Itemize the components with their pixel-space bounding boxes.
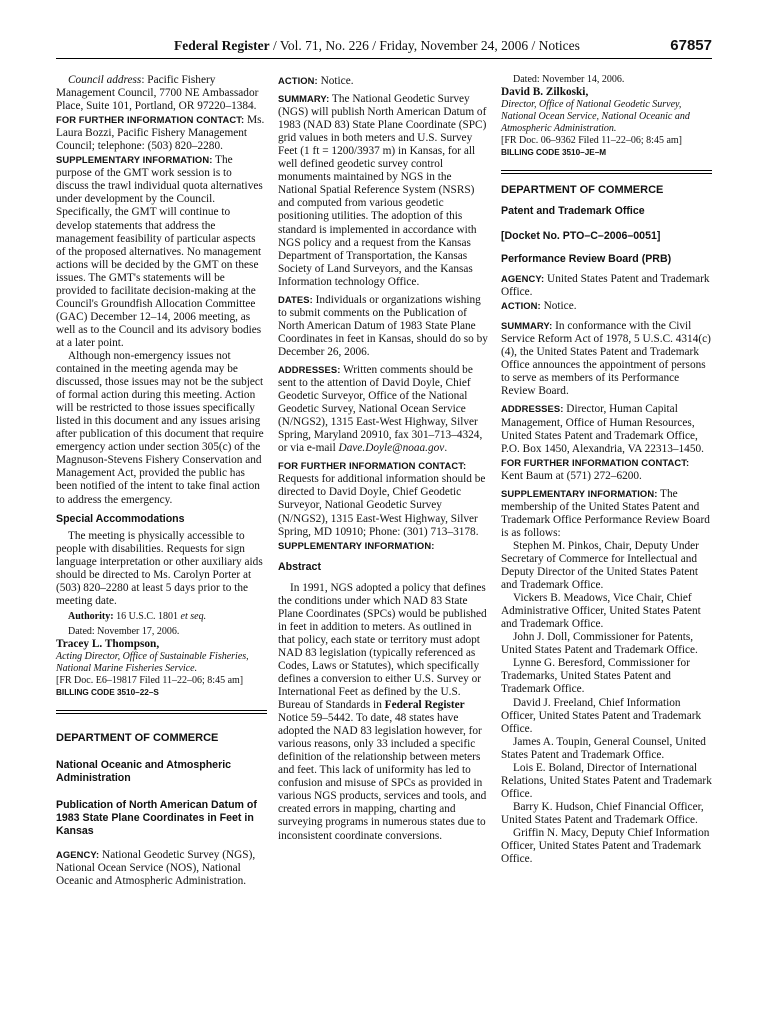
signer-name: David B. Zilkoski,: [501, 86, 589, 98]
board-member: James A. Toupin, General Counsel, United States Patent and Trademark Office.: [501, 735, 706, 761]
council-address: Council address: Pacific Fishery Management Council, 7700 NE Ambassador Place, Suite 101, Portland, OR 97220–1384.: [56, 74, 259, 113]
addresses: ADDRESSES: Written comments should be sent to the attention of David Doyle, Chief Geodetic Surveyor, Office of the National Geodetic Survey, National Ocean Service (N/NGS2), 1315 East-West Highway, Silver Spring, Maryland 20910, fax 301–713–4324, or via e-mail Dave.Doyle@noaa.gov.: [278, 363, 483, 455]
header-rule: [56, 58, 712, 59]
further-info-contact: FOR FURTHER INFORMATION CONTACT:: [278, 460, 467, 472]
action-line: ACTION: Notice.: [501, 300, 577, 313]
signer-name: Tracey L. Thompson,: [56, 637, 160, 650]
board-member: Lynne G. Beresford, Commissioner for Trademarks, United States Patent and Trademark Office.: [501, 657, 690, 696]
department-heading: DEPARTMENT OF COMMERCE: [56, 731, 219, 744]
paragraph-emergency: Although non-emergency issues not contained in the meeting agenda may be discussed, those issues may not be the subject of formal action during this meeting. Action will be restricted to those issues specifically listed in this document and any issues arising after publication of this document that require emergency action under section 305(c) of the Magnuson-Stevens Fishery Conservation and Management Act, provided the public has been notified of the intent to take final action to address the emergency.: [56, 349, 264, 506]
department-heading: DEPARTMENT OF COMMERCE: [501, 184, 664, 197]
further-info-contact: FOR FURTHER INFORMATION CONTACT: Ms. Laura Bozzi, Pacific Fishery Management Council; telephone: (503) 820–2280.: [56, 114, 265, 153]
supplementary-info: SUPPLEMENTARY INFORMATION: The membership of the United States Patent and Trademark Office Performance Review Board is as follows:: [501, 487, 710, 539]
section-divider: [501, 170, 712, 171]
billing-code: BILLING CODE 3510–22–S: [56, 687, 159, 697]
column-3: [501, 74, 712, 866]
page-number: 67857: [670, 37, 712, 54]
supplementary-info: SUPPLEMENTARY INFORMATION: The purpose of the GMT work session is to discuss the trawl individual quota alternatives under development by the Council. Specifically, the GMT will continue to develop statements that address the management feasibility of particular aspects of the proposed alternatives. No management actions will be decided by the GMT on these issues. The GMT's statements will be provided to facilitate decision-making at the Council's Groundfish Allocation Committee (GAC) December 12–14, 2006 meeting, as well as to the Council and its advisory bodies at a later point.: [56, 154, 263, 349]
header-citation: [174, 38, 580, 54]
dates: DATES: Individuals or organizations wishing to submit comments on the Publication of North American Datum of 1983 State Plane Coordinates in feet in Kansas, should do so by December 26, 2006.: [278, 293, 488, 358]
document-title: Performance Review Board (PRB): [501, 253, 672, 266]
fr-doc: [FR Doc. E6–19817 Filed 11–22–06; 8:45 am]: [56, 674, 244, 686]
billing-code: BILLING CODE 3510–JE–M: [501, 148, 607, 158]
agency-line: AGENCY: United States Patent and Trademark Office.: [501, 273, 710, 299]
authority: Authority: 16 U.S.C. 1801 et seq.: [68, 610, 207, 622]
header-issue: / Vol. 71, No. 226 / Friday, November 24, 2006 / Notices: [269, 38, 580, 53]
journal-name: Federal Register: [174, 38, 270, 53]
abstract-text: In 1991, NGS adopted a policy that defines the conditions under which NAD 83 State Plane Coordinates (SPCs) would be published in feet in addition to meters. As outlined in that policy, each state or territory must adopt NAD 83 legislation (typically referenced as Codes, Laws or Statutes), which specifically defines a conversion to either U.S. Survey or International Feet as defined by the U.S. Bureau of Standards in Federal Register Notice 59–5442. To date, 48 states have adopted the NAD 83 legislation however, for various reasons, only 33 included a specific definition of the relationship between meters and feet. This lack of uniformity has led to confusion and misuse of SPCs as provided in various NGS products, services and tools, and created errors in mapping, charting and surveying programs in numerous states due to inconsistent coordinate conversions.: [278, 581, 487, 842]
office-name: Patent and Trademark Office: [501, 205, 645, 218]
board-member: John J. Doll, Commissioner for Patents, United States Patent and Trademark Office.: [501, 631, 698, 657]
further-info-contact: FOR FURTHER INFORMATION CONTACT: Kent Baum at (571) 272–6200.: [501, 456, 690, 482]
column-1: [56, 74, 267, 888]
board-member: Stephen M. Pinkos, Chair, Deputy Under Secretary of Commerce for Intellectual and Deputy Director of the United States Patent and Trademark Office.: [501, 539, 699, 592]
abstract-heading: Abstract: [278, 560, 321, 573]
column-2: [278, 74, 490, 843]
addresses: ADDRESSES: Director, Human Capital Management, Office of Human Resources, United States Patent and Trademark Office, P.O. Box 1450, Alexandria, VA 22313–1450.: [501, 403, 704, 455]
section-divider: [56, 710, 267, 711]
document-title: Publication of North American Datum of 1983 State Plane Coordinates in Feet in Kansas: [56, 798, 257, 837]
signer-title: Acting Director, Office of Sustainable Fisheries, National Marine Fisheries Service.: [56, 650, 249, 674]
email-address: Dave.Doyle@noaa.gov: [338, 442, 445, 455]
further-info-text: Requests for additional information should be directed to David Doyle, Chief Geodetic Surveyor, National Geodetic Survey (N/NGS2), 1315 East-West Highway, Silver Spring, MD 10910; Phone: (301) 713–3178.: [278, 473, 486, 538]
fr-doc: [FR Doc. 06–9362 Filed 11–22–06; 8:45 am]: [501, 135, 683, 147]
agency-name: National Oceanic and Atmospheric Administration: [56, 758, 232, 784]
board-member: Griffin N. Macy, Deputy Chief Information Officer, United States Patent and Trademark Office.: [501, 826, 710, 866]
dated: Dated: November 14, 2006.: [513, 74, 625, 85]
summary: SUMMARY: The National Geodetic Survey (NGS) will publish North American Datum of 1983 (NAD 83) State Plane Coordinate (SPC) grid values in both meters and U.S. Survey Feet (1 ft = 1200/3937 m) in Kansas, for all well defined geodetic survey control monuments maintained by NGS in the National Spatial Reference System (NSRS) and computed from various geodetic positioning utilities. The adoption of this standard is implemented in accordance with NGS policy and a request from the Kansas Department of Transportation, the Kansas Society of Land Surveyors, and the Kansas Information technology Office.: [278, 93, 487, 288]
supplementary-info-label: SUPPLEMENTARY INFORMATION:: [278, 539, 435, 551]
signer-title: Director, Office of National Geodetic Survey, National Ocean Service, National Oceanic and Atmospheric Administration.: [501, 99, 690, 135]
special-accommodations-text: The meeting is physically accessible to people with disabilities. Requests for sign language interpretation or other auxiliary aids should be directed to Ms. Carolyn Porter at (503) 820–2280 at least 5 days prior to the meeting date.: [56, 529, 263, 607]
section-divider: [56, 713, 267, 714]
agency-line: AGENCY: National Geodetic Survey (NGS), National Ocean Service (NOS), National Oceanic and Atmospheric Administration.: [56, 848, 256, 887]
board-member: David J. Freeland, Chief Information Officer, United States Patent and Trademark Office.: [501, 696, 702, 735]
dated: Dated: November 17, 2006.: [68, 625, 180, 637]
section-divider: [501, 173, 712, 174]
summary: SUMMARY: In conformance with the Civil Service Reform Act of 1978, 5 U.S.C. 4314(c)(4), the United States Patent and Trademark Office announces the appointment of persons to serve as members of its Performance Review Board.: [501, 320, 711, 398]
board-member: Lois E. Boland, Director of International Relations, United States Patent and Trademark Office.: [501, 761, 712, 800]
board-member: Barry K. Hudson, Chief Financial Officer, United States Patent and Trademark Office.: [501, 800, 704, 826]
board-member: Vickers B. Meadows, Vice Chair, Chief Administrative Officer, United States Patent and Trademark Office.: [501, 592, 701, 631]
special-accommodations-heading: Special Accommodations: [56, 512, 185, 525]
docket-number: [Docket No. PTO–C–2006–0051]: [501, 230, 661, 243]
action-line: ACTION: Notice.: [278, 75, 354, 87]
page-header: [56, 38, 712, 56]
